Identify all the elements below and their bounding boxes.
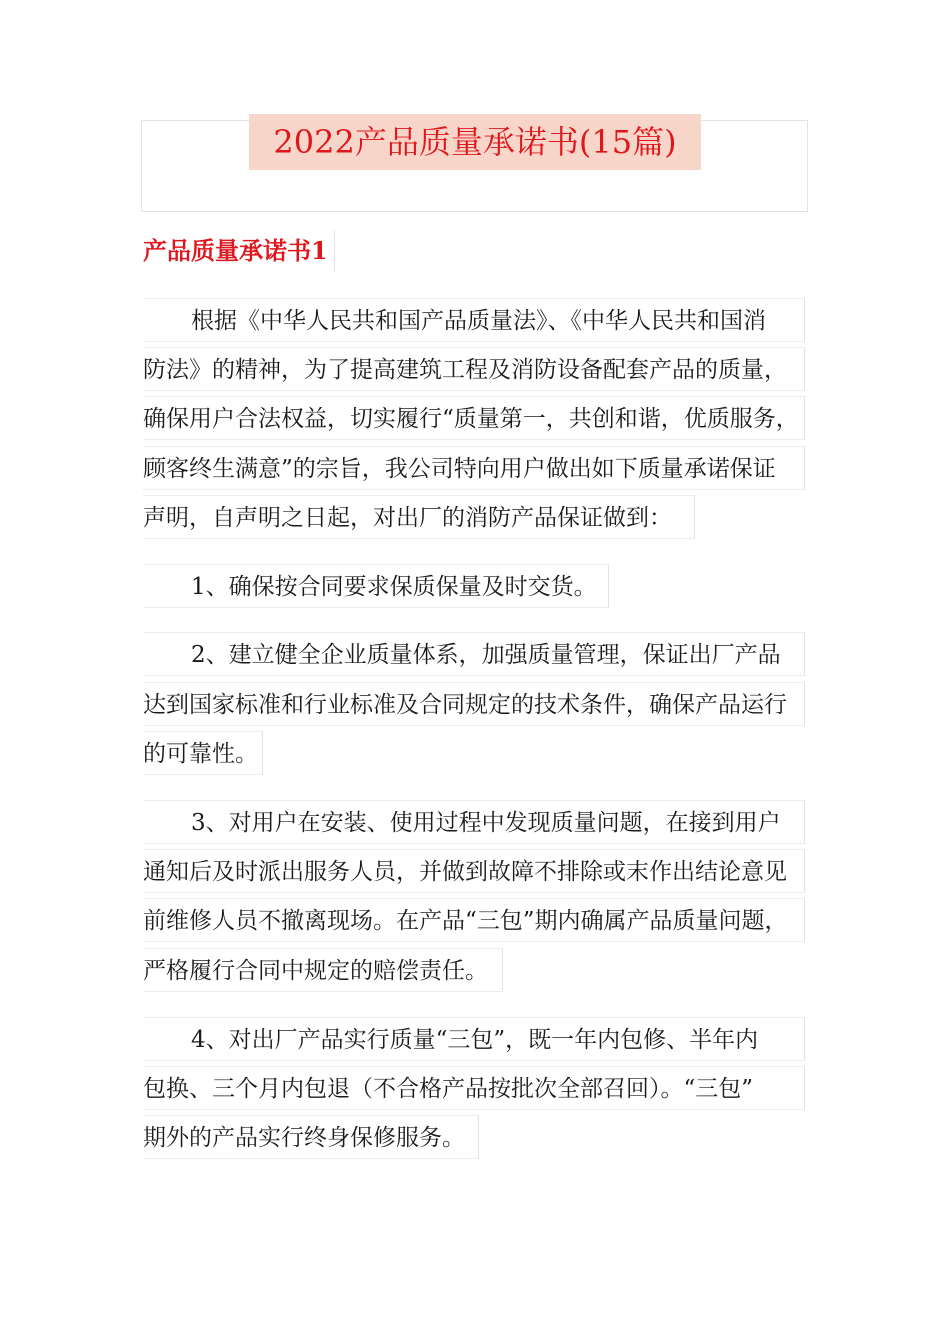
paragraph-1-line-5: 声明，自声明之日起，对出厂的消防产品保证做到：	[143, 495, 695, 539]
paragraph-4-line-3: 前维修人员不撤离现场。在产品“三包”期内确属产品质量问题，	[143, 898, 805, 942]
paragraph-3-line-1: 2、建立健全企业质量体系，加强质量管理，保证出厂产品	[143, 632, 805, 676]
paragraph-3-line-2: 达到国家标准和行业标准及合同规定的技术条件，确保产品运行	[143, 682, 805, 726]
paragraph-4-line-1: 3、对用户在安装、使用过程中发现质量问题，在接到用户	[143, 800, 805, 844]
paragraph-5-line-3: 期外的产品实行终身保修服务。	[143, 1115, 479, 1159]
paragraph-5-line-1: 4、对出厂产品实行质量“三包”，既一年内包修、半年内	[143, 1017, 805, 1061]
document-title: 2022产品质量承诺书(15篇)	[273, 123, 677, 161]
paragraph-2-line-1: 1、确保按合同要求保质保量及时交货。	[143, 564, 609, 608]
paragraph-4-line-4: 严格履行合同中规定的赔偿责任。	[143, 948, 503, 992]
paragraph-1-line-2: 防法》的精神，为了提高建筑工程及消防设备配套产品的质量，	[143, 347, 805, 391]
paragraph-1-line-3: 确保用户合法权益，切实履行“质量第一，共创和谐，优质服务，	[143, 396, 805, 440]
section-heading: 产品质量承诺书1	[143, 230, 335, 272]
paragraph-1-line-1: 根据《中华人民共和国产品质量法》、《中华人民共和国消	[143, 298, 805, 342]
paragraph-4-line-2: 通知后及时派出服务人员，并做到故障不排除或末作出结论意见	[143, 849, 805, 893]
paragraph-1-line-4: 顾客终生满意”的宗旨，我公司特向用户做出如下质量承诺保证	[143, 446, 805, 490]
paragraph-3-line-3: 的可靠性。	[143, 731, 263, 775]
paragraph-5-line-2: 包换、三个月内包退（不合格产品按批次全部召回）。“三包”	[143, 1066, 805, 1110]
